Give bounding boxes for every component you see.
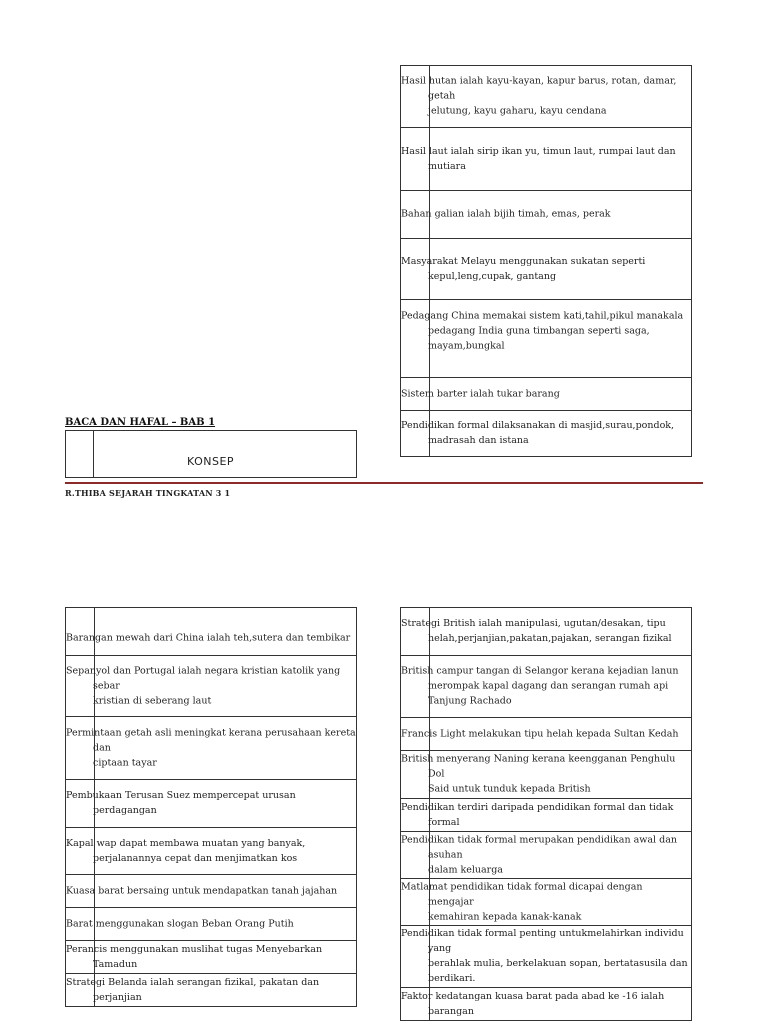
page-footer: R.THIBA SEJARAH TINGKATAN 3 1 [65,488,231,498]
list-item: British campur tangan di Selangor kerana kejadian lanun merompak kapal dagang dan serangan rumah api Tanjung Rachado [401,665,679,707]
list-item: Permintaan getah asli meningkat kerana perusahaan kereta dan ciptaan tayar [66,727,356,768]
list-item: Matlamat pendidikan tidak formal dicapai dengan mengajar kemahiran kepada kanak-kanak [401,881,643,922]
page-heading: BACA DAN HAFAL – BAB 1 [65,417,216,428]
list-item: Pendidikan tidak formal merupakan pendidikan awal dan asuhan dalam keluarga [401,834,677,875]
list-item: Bahan galian ialah bijih timah, emas, perak [401,208,611,220]
list-item: Hasil hutan ialah kayu-kayan, kapur barus, rotan, damar, getah jelutung, kayu gaharu, kayu cendana [401,75,677,117]
list-item: Perancis menggunakan muslihat tugas Menyebarkan Tamadun [66,943,323,970]
list-item: Masyarakat Melayu menggunakan sukatan seperti kepul,leng,cupak, gantang [401,255,646,282]
bottom-left-text-layer [65,607,356,1006]
list-item: Hasil laut ialah sirip ikan yu, timun laut, rumpai laut dan mutiara [401,145,676,172]
row-marker-cell [66,431,94,478]
list-item: Pembukaan Terusan Suez mempercepat urusan perdagangan [66,790,296,816]
list-item: Pedagang China memakai sistem kati,tahil,pikul manakala pedagang India guna timbangan seperti saga, mayam,bungkal [401,310,684,352]
bottom-right-text-layer [400,607,691,1020]
list-item: Pendidikan terdiri daripada pendidikan formal dan tidak formal [401,801,674,828]
list-item: Pendidikan formal dilaksanakan di masjid,surau,pondok, madrasah dan istana [401,420,675,446]
konsep-label: KONSEP [187,455,235,468]
list-item: Kuasa barat bersaing untuk mendapatkan tanah jajahan [66,885,338,896]
list-item: Sepanyol dan Portugal ialah negara kristian katolik yang sebar kristian di seberang laut [66,665,341,706]
list-item: Barat menggunakan slogan Beban Orang Putih [66,918,294,929]
divider-line [65,482,703,484]
list-item: Sistem barter ialah tukar barang [401,388,560,399]
konsep-table [65,430,357,478]
top-right-text-layer [400,65,691,456]
list-item: Francis Light melakukan tipu helah kepada Sultan Kedah [401,728,679,739]
list-item: Kapal wap dapat membawa muatan yang banyak, perjalanannya cepat dan menjimatkan kos [66,837,306,864]
list-item: Strategi British ialah manipulasi, ugutan/desakan, tipu helah,perjanjian,pakatan,pajakan, serangan fizikal [401,618,672,644]
list-item: Strategi Belanda ialah serangan fizikal, pakatan dan perjanjian [66,976,320,1003]
list-item: Pendidikan tidak formal penting untukmelahirkan individu yang berahlak mulia, berkelakuan sopan, bertatasusila dan berdikari. [401,928,688,984]
konsep-cell [94,431,357,478]
list-item: Barangan mewah dari China ialah teh,sutera dan tembikar [66,632,351,644]
list-item: British menyerang Naning kerana keengganan Penghulu Dol Said untuk tunduk kepada British [401,753,676,795]
list-item: Faktor kedatangan kuasa barat pada abad ke -16 ialah barangan [401,990,665,1017]
